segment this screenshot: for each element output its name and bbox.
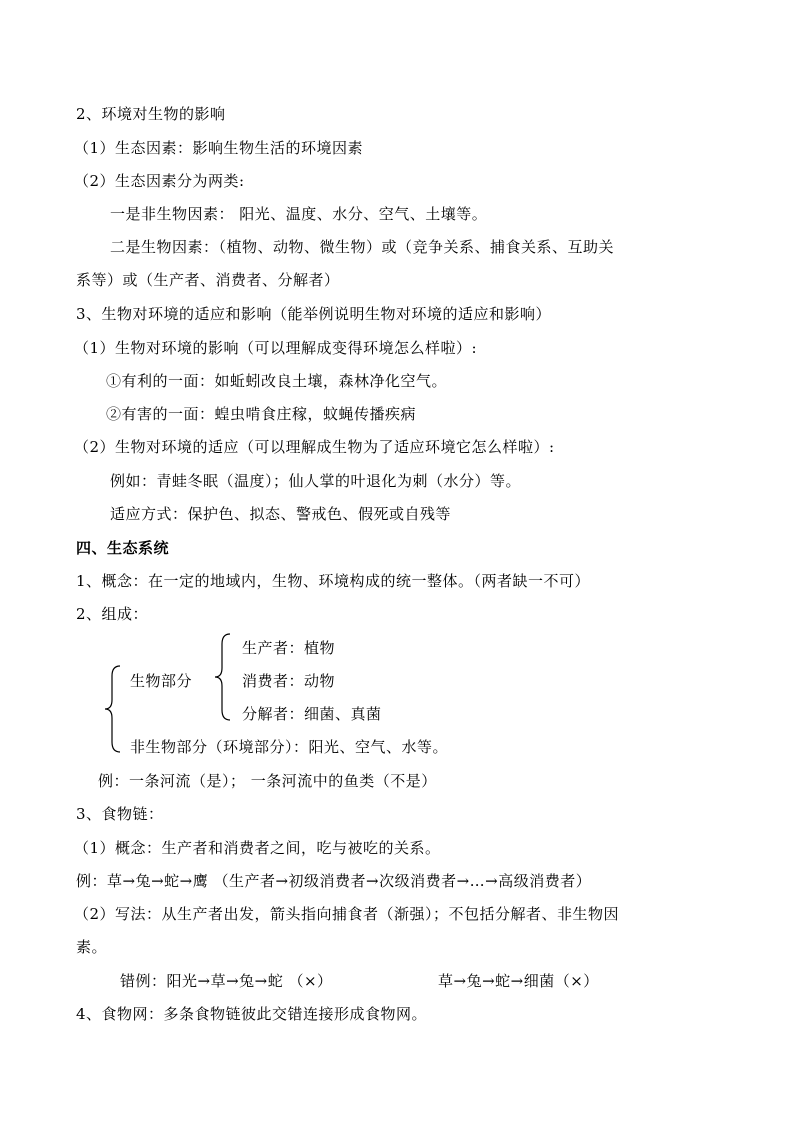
food-chain-writing-line1: （2）写法：从生产者出发，箭头指向捕食者（渐强）；不包括分解者、非生物因: [74, 905, 620, 923]
biotic-factors-line1: 二是生物因素：（植物、动物、微生物）或（竞争关系、捕食关系、互助关: [110, 238, 615, 256]
ecosystem-example: 例：一条河流（是）； 一条河流中的鱼类（不是）: [98, 772, 437, 790]
food-chain-writing-line2: 素。: [76, 938, 108, 956]
env-heading: 2、环境对生物的影响: [76, 105, 226, 123]
ecosystem-title: 四、生态系统: [76, 539, 170, 557]
adapt-heading: 3、生物对环境的适应和影响（能举例说明生物对环境的适应和影响）: [76, 305, 552, 323]
impact-bad: ②有害的一面：蝗虫啃食庄稼，蚊蝇传播疾病: [106, 405, 417, 423]
wrong-example-2: 草→兔→蛇→细菌（×）: [438, 972, 599, 990]
wrong-example-1: 错例：阳光→草→兔→蛇 （×）: [120, 972, 333, 990]
decomposer-item: 分解者：细菌、真菌: [242, 705, 382, 723]
abiotic-factors: 一是非生物因素： 阳光、温度、水分、空气、土壤等。: [110, 205, 488, 223]
eco-factor-definition: （1）生态因素：影响生物生活的环境因素: [74, 139, 364, 157]
eco-factor-types: （2）生态因素分为两类:: [74, 172, 245, 190]
impact-good: ①有利的一面：如蚯蚓改良土壤，森林净化空气。: [106, 372, 448, 390]
adapt-methods: 适应方式：保护色、拟态、警戒色、假死或自残等: [110, 505, 452, 523]
biotic-factors-line2: 系等）或（生产者、消费者、分解者）: [76, 271, 340, 289]
impact-title: （1）生物对环境的影响（可以理解成变得环境怎么样啦）:: [74, 339, 478, 357]
ecosystem-concept: 1、概念：在一定的地域内，生物、环境构成的统一整体。（两者缺一不可）: [76, 572, 591, 590]
food-web-definition: 4、食物网：多条食物链彼此交错连接形成食物网。: [76, 1005, 428, 1023]
ecosystem-composition: 2、组成：: [76, 605, 149, 623]
adapt-title: （2）生物对环境的适应（可以理解成生物为了适应环境它怎么样啦）:: [74, 438, 555, 456]
abio-part-label: 非生物部分（环境部分）：阳光、空气、水等。: [130, 738, 449, 756]
food-chain-example: 例：草→兔→蛇→鹰 （生产者→初级消费者→次级消费者→…→高级消费者）: [76, 872, 592, 890]
adapt-example: 例如：青蛙冬眠（温度）；仙人掌的叶退化为刺（水分）等。: [110, 472, 522, 490]
food-chain-concept: （1）概念：生产者和消费者之间，吃与被吃的关系。: [74, 839, 441, 857]
outer-brace: [102, 664, 124, 754]
food-chain-heading: 3、食物链：: [76, 805, 164, 823]
inner-brace: [212, 632, 234, 722]
consumer-item: 消费者：动物: [242, 672, 336, 690]
bio-part-label: 生物部分: [130, 672, 193, 690]
producer-item: 生产者：植物: [242, 639, 336, 657]
